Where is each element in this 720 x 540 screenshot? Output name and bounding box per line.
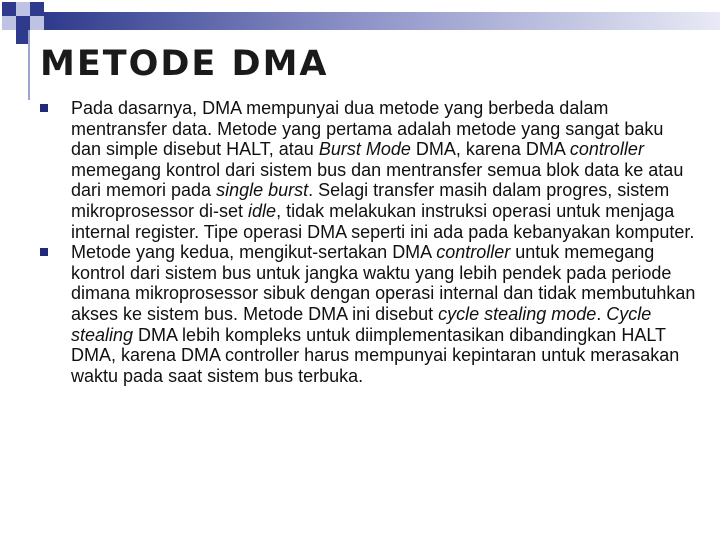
bullet-text: Pada dasarnya, DMA mempunyai dua metode yang berbeda dalam mentransfer data. Metode yang pertama adalah metode yang sangat baku dan simple disebut HALT, atau Burst Mode DMA, karena DMA controller memegang kontrol dari sistem bus dan mentransfer semua blok data ke atau dari memori pada single burst. Selagi transfer masih dalam progres, sistem mikroprosessor di-set idle, tidak melakukan instruksi operasi untuk menjaga internal register. Tipe operasi DMA seperti ini ada pada kebanyakan komputer.	[71, 98, 695, 242]
decor-square	[16, 16, 30, 30]
bullet-item	[38, 98, 698, 242]
bullet-item	[38, 242, 698, 386]
decor-square	[16, 2, 30, 16]
square-bullet-icon	[40, 248, 48, 256]
square-bullet-icon	[40, 104, 48, 112]
bullet-text: Metode yang kedua, mengikut-sertakan DMA controller untuk memegang kontrol dari sistem bus untuk jangka waktu yang lebih pendek pada periode dimana mikroprosessor sibuk dengan operasi internal dan tidak membutuhkan akses ke sistem bus. Metode DMA ini disebut cycle stealing mode. Cycle stealing DMA lebih kompleks untuk diimplementasikan dibandingkan HALT DMA, karena DMA controller harus mempunyai kepintaran untuk merasakan waktu pada saat sistem bus terbuka.	[71, 242, 696, 386]
decor-square	[30, 16, 44, 30]
decor-square	[2, 2, 16, 16]
decor-square	[2, 16, 16, 30]
bullet-list	[38, 98, 698, 386]
slide-title: METODE DMA	[40, 44, 329, 84]
title-divider	[28, 30, 30, 100]
decor-square	[30, 2, 44, 16]
header-gradient-bar	[44, 12, 720, 30]
